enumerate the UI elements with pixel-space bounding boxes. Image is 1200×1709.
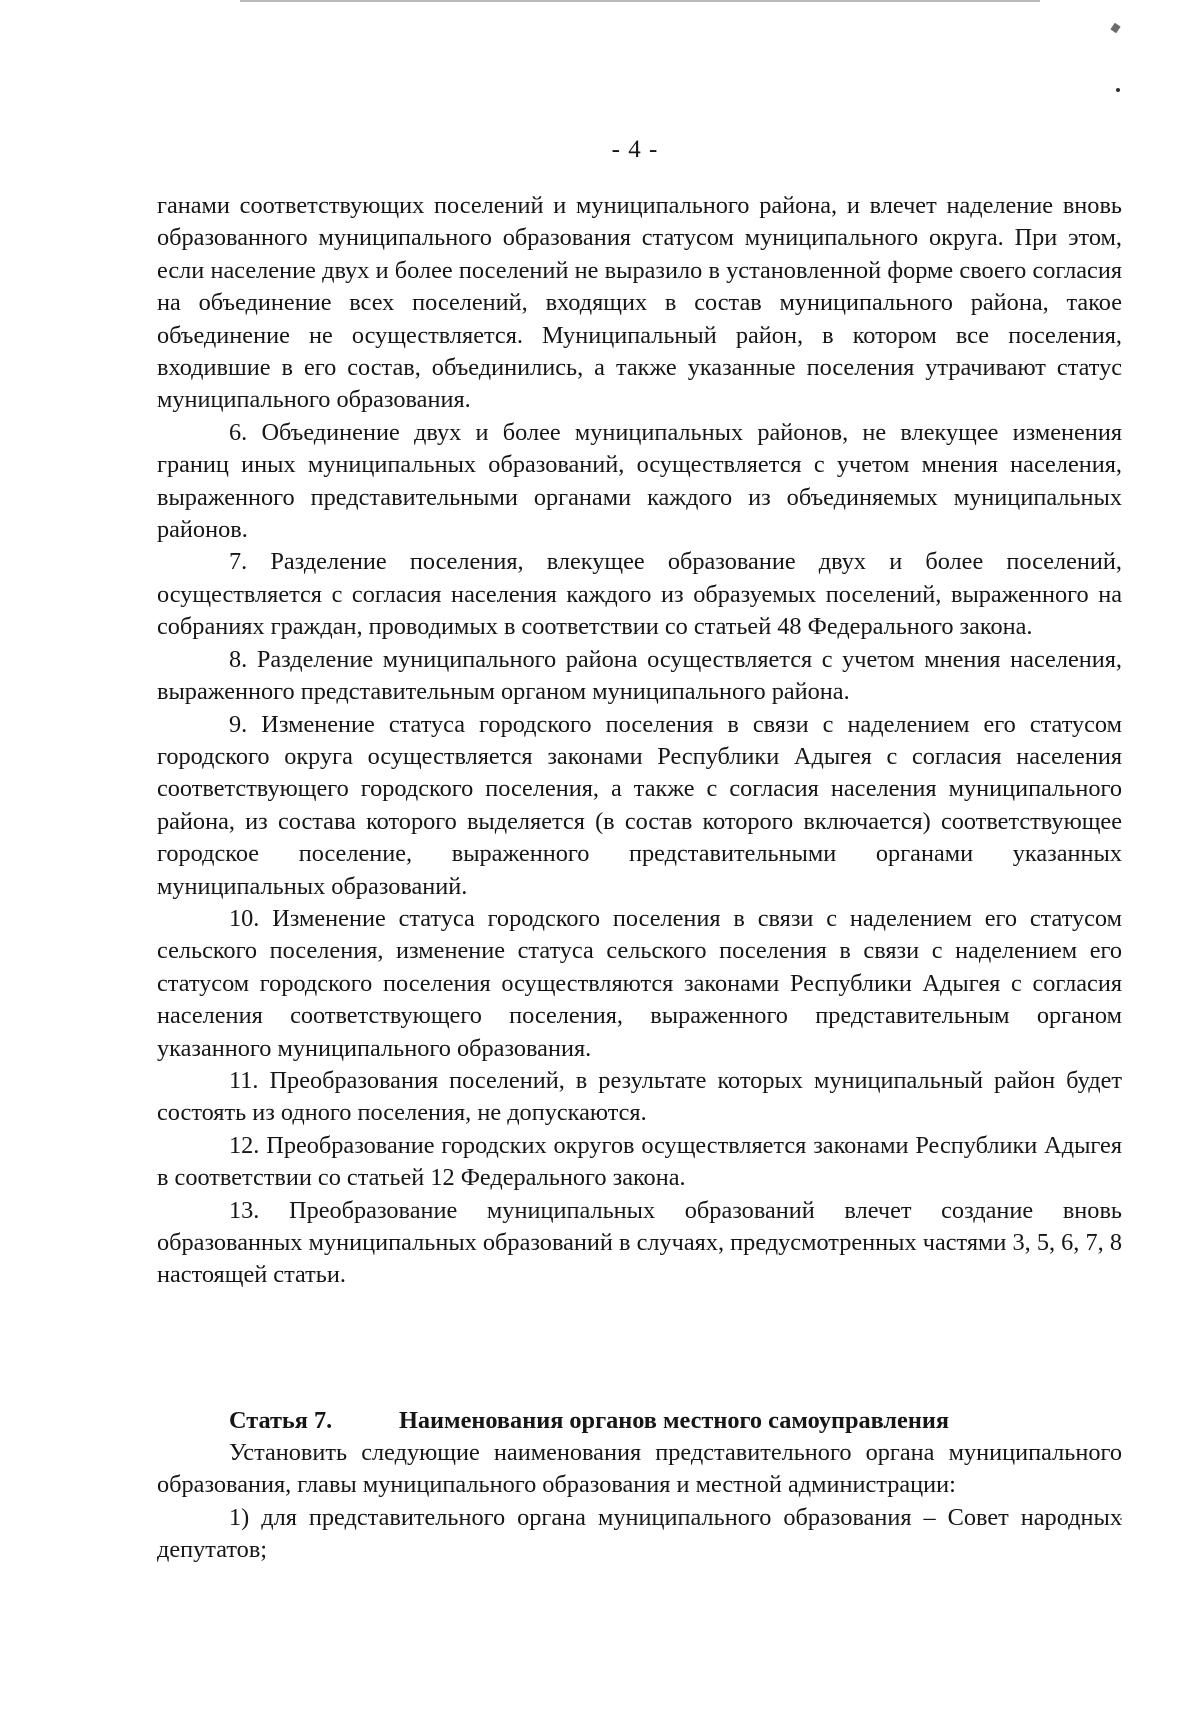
paragraph-continued: ганами соответствующих поселений и муниципального района, и влечет наделение вновь образованного муниципального образования статусом муниципального округа. При этом, если население двух и более поселений не выразило в установленной форме своего согласия на объединение всех поселений, входящих в состав муниципального района, такое объединение не осуществляется. Муниципальный район, в котором все поселения, входившие в его состав, объединились, а также указанные поселения утрачивают статус муниципального образования. [157, 192, 1122, 414]
document-body [157, 190, 1122, 1292]
article-label: Статья 7. [229, 1407, 333, 1434]
scan-top-edge [240, 0, 1040, 2]
article-heading [229, 1405, 949, 1437]
article-title: Наименования органов местного самоуправления [399, 1407, 949, 1434]
article-intro: Установить следующие наименования представительного органа муниципального образования, главы муниципального образования и местной администрации: [157, 1439, 1122, 1499]
paragraph-part-8: 8. Разделение муниципального района осуществляется с учетом мнения населения, выраженного представительным органом муниципального района. [157, 645, 1122, 706]
paragraph-part-9: 9. Изменение статуса городского поселения в связи с наделением его статусом городского округа осуществляется законами Республики Адыгея с согласия населения соответствующего городского поселения, а также с согласия населения муниципального района, из состава которого выделяется (в состав которого включается) соответствующее городское поселение, выраженного представительными органами указанных муниципальных образований. [157, 710, 1122, 900]
scan-speck [1110, 23, 1120, 34]
article-item: 1) для представительного органа муниципального образования – Совет народных депутатов; [157, 1503, 1122, 1564]
paragraph-part-6: 6. Объединение двух и более муниципальных районов, не влекущее изменения границ иных муниципальных образований, осуществляется с учетом мнения населения, выраженного представительными органами каждого из объединяемых муниципальных районов. [157, 418, 1122, 544]
paragraph-part-7: 7. Разделение поселения, влекущее образование двух и более поселений, осуществляется с согласия населения каждого из образуемых поселений, выраженного на собраниях граждан, проводимых в соответствии со статьей 48 Федерального закона. [157, 548, 1122, 641]
paragraph-part-11: 11. Преобразования поселений, в результате которых муниципальный район будет состоять из одного поселения, не допускаются. [157, 1066, 1122, 1127]
article-body [157, 1437, 1122, 1567]
paragraph-part-12: 12. Преобразование городских округов осуществляется законами Республики Адыгея в соответствии со статьей 12 Федерального закона. [157, 1131, 1122, 1192]
page-number: - 4 - [611, 136, 659, 163]
paragraph-part-13: 13. Преобразование муниципальных образований влечет создание вновь образованных муниципальных образований в случаях, предусмотренных частями 3, 5, 6, 7, 8 настоящей статьи. [157, 1196, 1122, 1289]
paragraph-part-10: 10. Изменение статуса городского поселения в связи с наделением его статусом сельского поселения, изменение статуса сельского поселения в связи с наделением его статусом городского поселения осуществляются законами Республики Адыгея с согласия населения соответствующего поселения, выраженного представительным органом указанного муниципального образования. [157, 904, 1122, 1062]
scan-speck [1116, 88, 1120, 92]
